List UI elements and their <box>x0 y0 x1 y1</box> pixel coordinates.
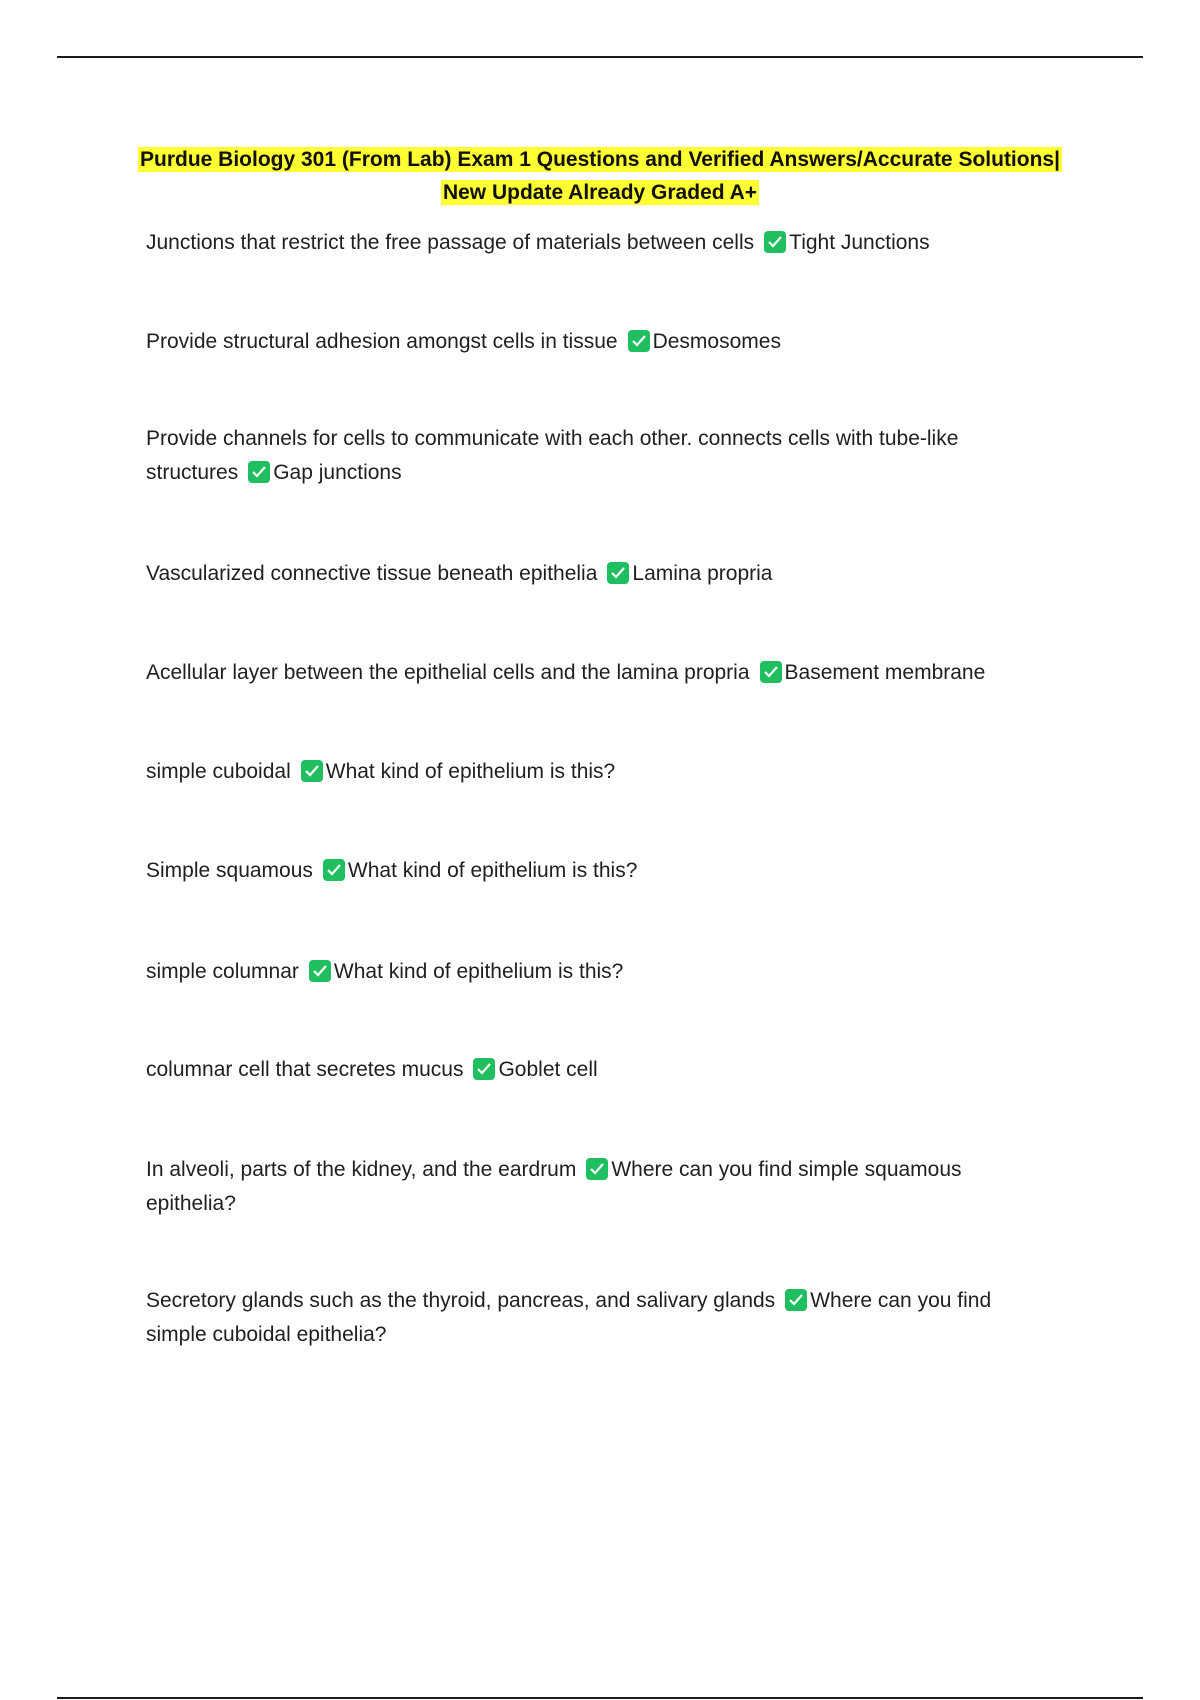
answer-text: Basement membrane <box>784 661 986 684</box>
qa-item <box>146 325 1051 359</box>
question-text: Junctions that restrict the free passage of materials between cells <box>146 231 755 254</box>
answer-text: What kind of epithelium is this? <box>325 760 616 783</box>
question-text: Provide channels for cells to communicate with each other. connects cells with tube-like structures <box>146 427 959 484</box>
answer-text: Desmosomes <box>652 330 781 353</box>
qa-item <box>146 656 1051 690</box>
question-text: columnar cell that secretes mucus <box>146 1058 464 1081</box>
check-mark-icon <box>785 1289 807 1311</box>
check-mark-icon <box>248 461 270 483</box>
answer-text: What kind of epithelium is this? <box>333 960 624 983</box>
qa-item <box>146 755 1051 789</box>
check-mark-icon <box>628 330 650 352</box>
check-mark-icon <box>473 1058 495 1080</box>
question-text: Acellular layer between the epithelial cells and the lamina propria <box>146 661 750 684</box>
answer-text: Goblet cell <box>498 1058 598 1081</box>
qa-item <box>146 1153 1051 1221</box>
qa-item <box>146 955 1051 989</box>
qa-item <box>146 226 1051 260</box>
question-text: Secretory glands such as the thyroid, pancreas, and salivary glands <box>146 1289 776 1312</box>
answer-text: What kind of epithelium is this? <box>347 859 638 882</box>
qa-item <box>146 1053 1051 1087</box>
answer-text: Tight Junctions <box>789 231 930 254</box>
check-mark-icon <box>607 562 629 584</box>
qa-item <box>146 854 1051 888</box>
check-mark-icon <box>301 760 323 782</box>
question-text: Simple squamous <box>146 859 313 882</box>
page-title <box>100 143 1100 209</box>
check-mark-icon <box>323 859 345 881</box>
check-mark-icon <box>586 1158 608 1180</box>
qa-item <box>146 422 1051 490</box>
answer-text: Where can you find simple cuboidal epithelia? <box>146 1289 992 1346</box>
question-text: Vascularized connective tissue beneath epithelia <box>146 562 598 585</box>
check-mark-icon <box>760 661 782 683</box>
question-text: Provide structural adhesion amongst cells in tissue <box>146 330 618 353</box>
title-line-1: Purdue Biology 301 (From Lab) Exam 1 Questions and Verified Answers/Accurate Solutions| <box>140 148 1060 171</box>
check-mark-icon <box>764 231 786 253</box>
qa-item <box>146 1284 1051 1352</box>
title-line-2: New Update Already Graded A+ <box>442 181 758 204</box>
answer-text: Gap junctions <box>273 461 402 484</box>
header-rule <box>57 56 1143 58</box>
qa-item <box>146 557 1051 591</box>
answer-text: Lamina propria <box>632 562 773 585</box>
question-text: simple cuboidal <box>146 760 291 783</box>
footer-rule <box>57 1697 1143 1699</box>
check-mark-icon <box>309 960 331 982</box>
question-text: In alveoli, parts of the kidney, and the eardrum <box>146 1158 577 1181</box>
question-text: simple columnar <box>146 960 299 983</box>
answer-text: Where can you find simple squamous epithelia? <box>146 1158 962 1215</box>
